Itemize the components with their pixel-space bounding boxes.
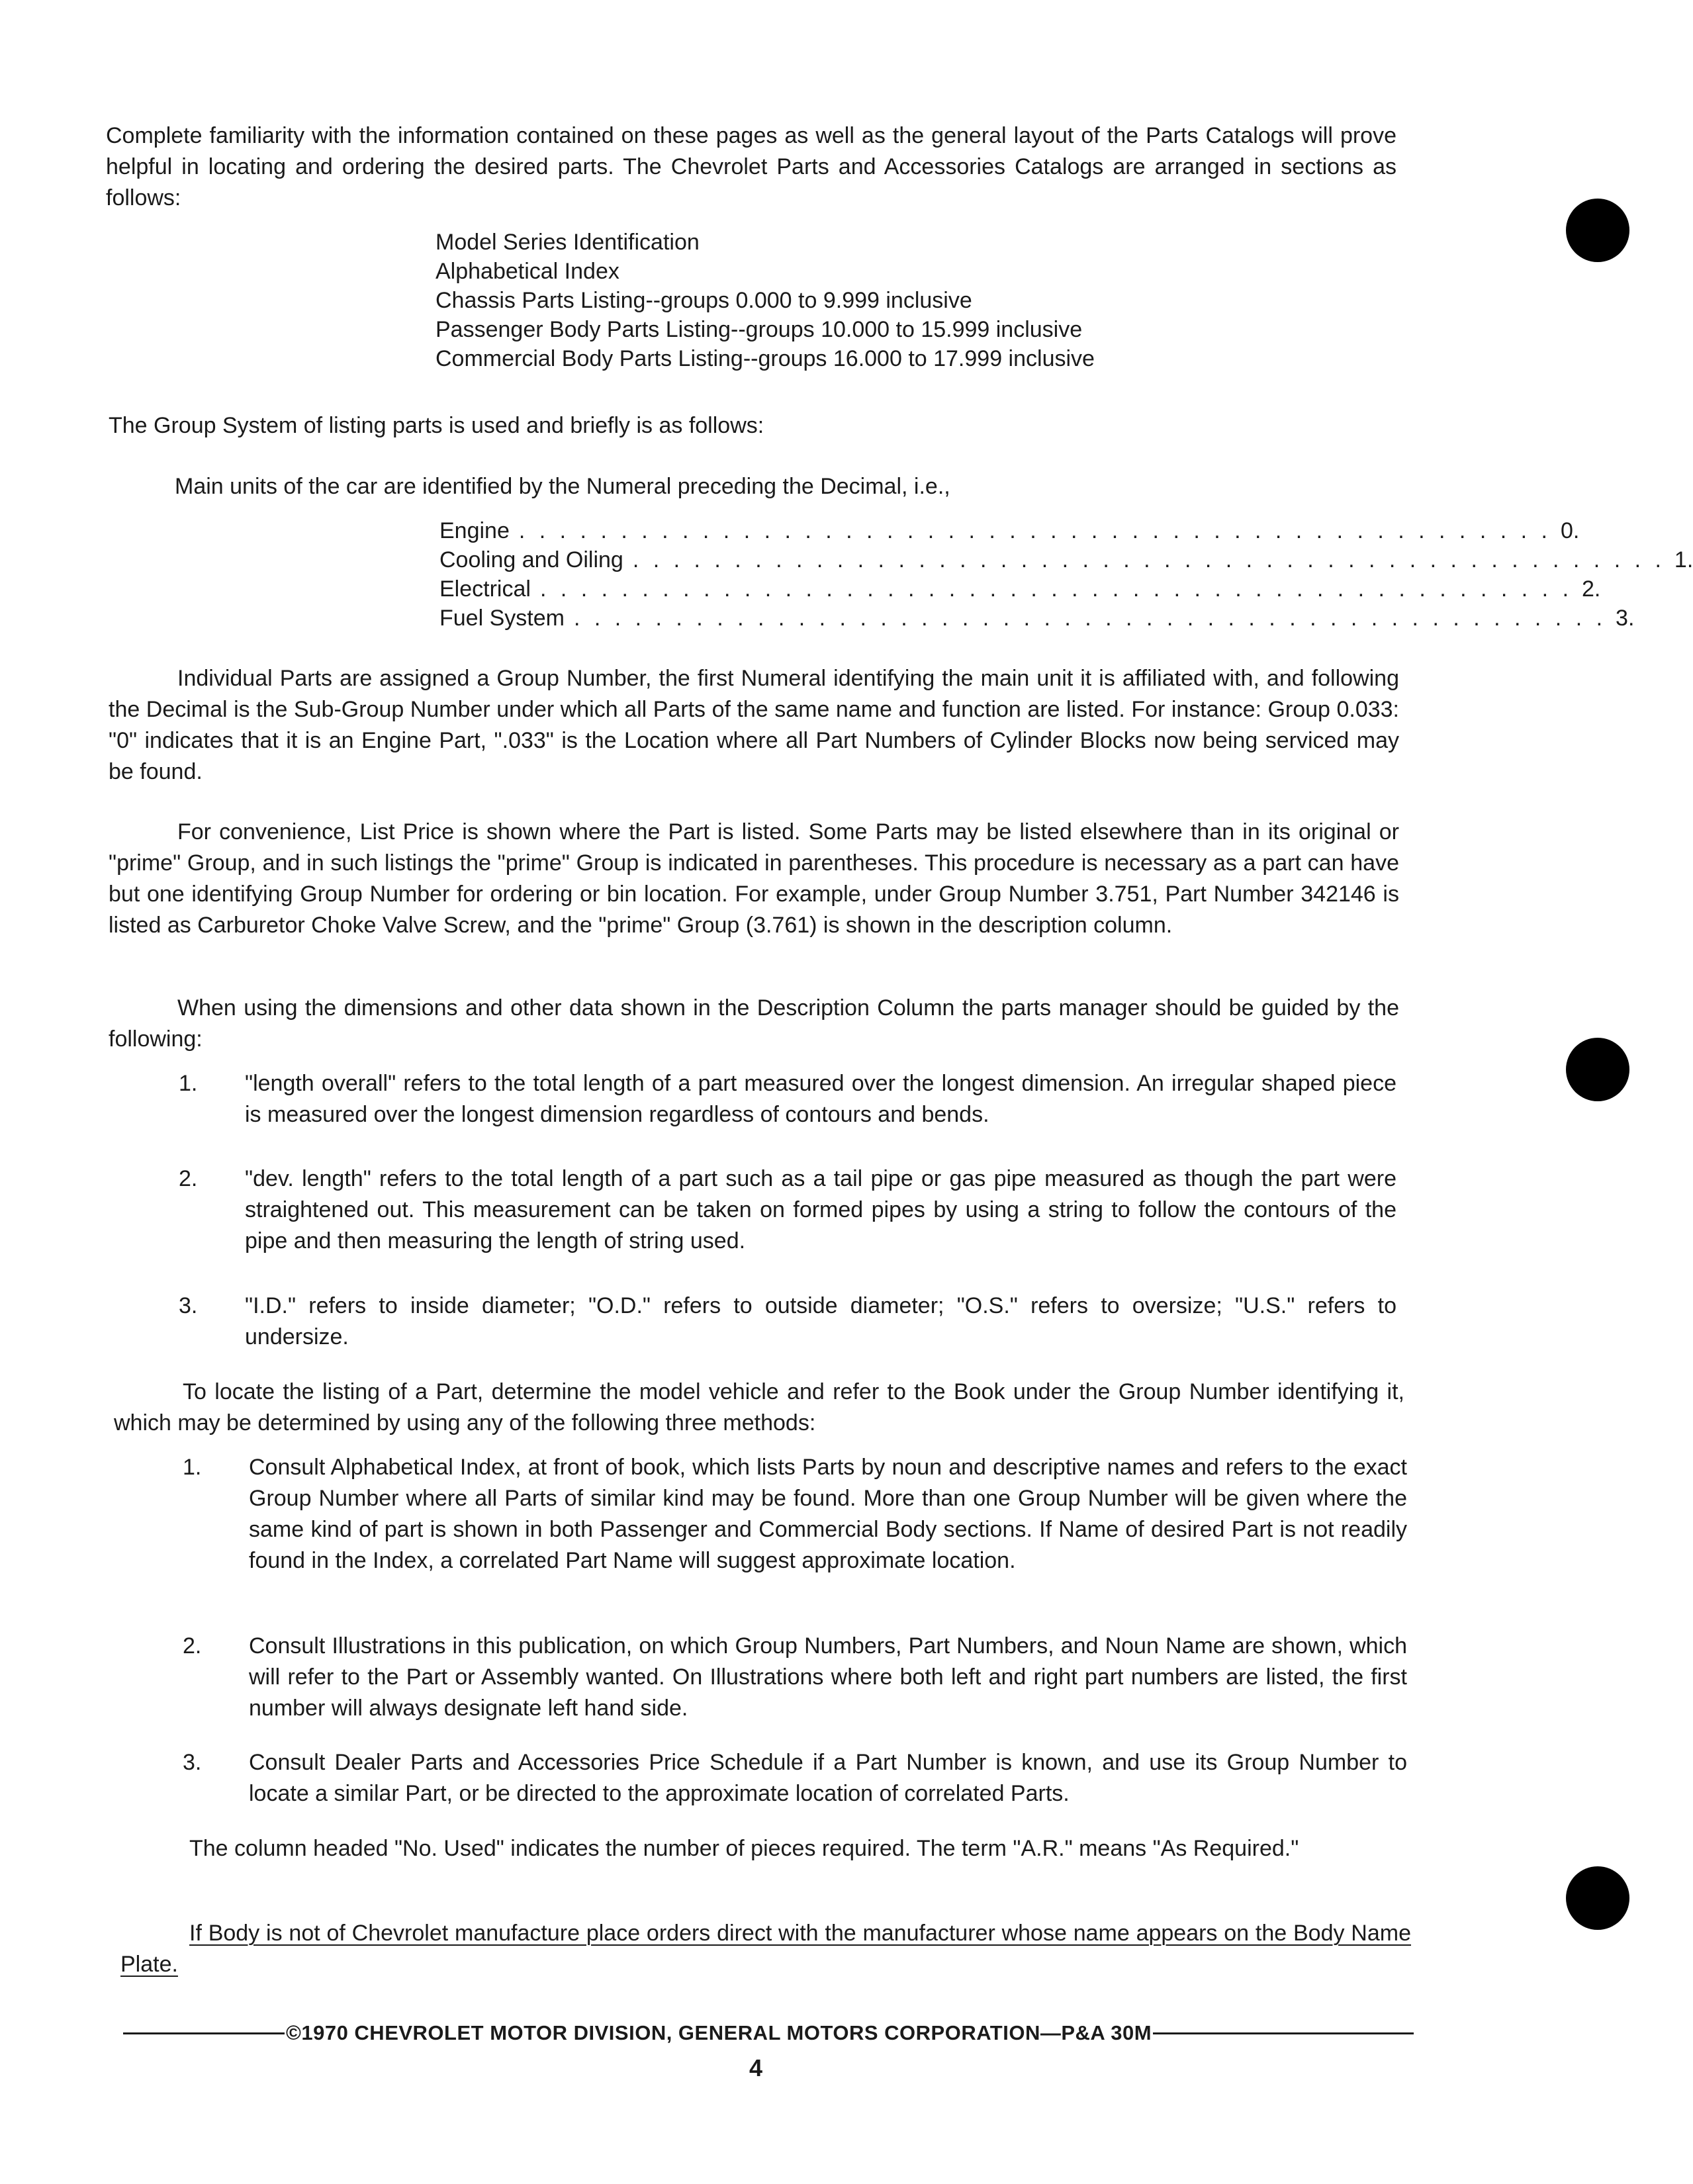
page-number: 4 [749,2054,763,2081]
item-number: 1. [183,1455,202,1480]
unit-numeral: 2. [1582,576,1601,602]
item-text: Consult Alphabetical Index, at front of book, which lists Parts by noun and descriptive names and refers to the exact Group Number where all Parts of similar kind may be found. More than one Group Number will be given where the same kind of part is shown in both Passenger and Commercial Body sections. If Name of desired Part is not readily found in the Index, a correlated Part Name will suggest approximate location. [249,1455,1407,1573]
binder-hole-middle [1566,1038,1629,1101]
section-item: Passenger Body Parts Listing--groups 10.000 to 15.999 inclusive [435,317,1083,342]
individual-parts-paragraph: Individual Parts are assigned a Group Number, the first Numeral identifying the main unit it is affiliated with, and following the Decimal is the Sub-Group Number under which all Parts of the same name and function are listed. For instance: Group 0.033: "0" indicates that it is an Engine Part, ".033" is the Location where all Part Numbers of Cylinder Blocks now being serviced may be found. [109,666,1399,784]
section-item: Model Series Identification [435,230,700,255]
item-text: Consult Illustrations in this publication, on which Group Numbers, Part Numbers, and Noun Name are shown, which will refer to the Part or Assembly wanted. On Illustrations where both left and right part numbers are listed, the first number will always designate left hand side. [249,1633,1407,1721]
item-number: 3. [183,1750,202,1775]
section-item: Alphabetical Index [435,259,619,284]
section-item: Commercial Body Parts Listing--groups 16.000 to 17.999 inclusive [435,346,1095,371]
binder-hole-top [1566,199,1629,262]
body-orders-notice: If Body is not of Chevrolet manufacture place orders direct with the manufacturer whose name appears on the Body Name Plate. [120,1921,1411,1977]
copyright-notice: ©1970 CHEVROLET MOTOR DIVISION, GENERAL MOTORS CORPORATION—P&A 30M [286,2021,1152,2044]
unit-name: Fuel System [439,606,565,631]
item-text: Consult Dealer Parts and Accessories Price Schedule if a Part Number is known, and use its Group Number to locate a similar Part, or be directed to the approximate location of correlated Parts. [249,1750,1407,1806]
no-used-paragraph: The column headed "No. Used" indicates the number of pieces required. The term "A.R." means "As Required." [189,1836,1299,1861]
dot-leader: . . . . . . . . . . . . . . . . . . . . . . . . . . . . . . . . . . . . . . . . . . . . . . . . . . . [632,547,1665,572]
page-footer [123,2021,1414,2045]
item-number: 1. [179,1071,198,1096]
unit-name: Electrical [439,576,531,602]
item-number: 2. [183,1633,202,1659]
main-unit-row [439,545,1693,574]
binder-hole-bottom [1566,1866,1629,1930]
group-system-paragraph: The Group System of listing parts is used and briefly is as follows: [109,413,764,438]
unit-numeral: 1. [1674,547,1693,572]
main-unit-row [439,604,1635,633]
unit-numeral: 0. [1560,518,1580,543]
unit-numeral: 3. [1616,606,1635,631]
item-number: 3. [179,1293,198,1318]
footer-rule [123,2032,285,2034]
catalog-sections-list [435,228,1095,373]
dot-leader: . . . . . . . . . . . . . . . . . . . . . . . . . . . . . . . . . . . . . . . . . . . . . . . . . . . [539,576,1573,602]
item-text: "length overall" refers to the total length of a part measured over the longest dimension. An irregular shaped piece is measured over the longest dimension regardless of contours and bends. [245,1071,1396,1127]
convenience-paragraph: For convenience, List Price is shown where the Part is listed. Some Parts may be listed elsewhere than in its original or "prime" Group, and in such listings the "prime" Group is indicated in parentheses. This procedure is necessary as a part can have but one identifying Group Number for ordering or bin location. For example, under Group Number 3.751, Part Number 342146 is listed as Carburetor Choke Valve Screw, and the "prime" Group (3.761) is shown in the description column. [109,819,1399,938]
main-units-intro: Main units of the car are identified by the Numeral preceding the Decimal, i.e., [175,474,950,499]
dot-leader: . . . . . . . . . . . . . . . . . . . . . . . . . . . . . . . . . . . . . . . . . . . . . . . . . . . [518,518,1551,543]
unit-name: Cooling and Oiling [439,547,623,572]
item-text: "I.D." refers to inside diameter; "O.D." refers to outside diameter; "O.S." refers to oversize; "U.S." refers to undersize. [245,1293,1396,1349]
locate-paragraph: To locate the listing of a Part, determine the model vehicle and refer to the Book under the Group Number identifying it, which may be determined by using any of the following three methods: [114,1379,1404,1435]
main-unit-row [439,574,1601,604]
main-units-table [439,516,1693,633]
item-number: 2. [179,1166,198,1191]
dot-leader: . . . . . . . . . . . . . . . . . . . . . . . . . . . . . . . . . . . . . . . . . . . . . . . . . . . [573,606,1607,631]
item-text: "dev. length" refers to the total length of a part such as a tail pipe or gas pipe measured as though the part were straightened out. This measurement can be taken on formed pipes by using a string to follow the contours of the pipe and then measuring the length of string used. [245,1166,1396,1253]
section-item: Chassis Parts Listing--groups 0.000 to 9.999 inclusive [435,288,972,313]
footer-rule [1153,2032,1414,2034]
intro-paragraph: Complete familiarity with the information contained on these pages as well as the general layout of the Parts Catalogs will prove helpful in locating and ordering the desired parts. The Chevrolet Parts and Accessories Catalogs are arranged in sections as follows: [106,123,1396,210]
unit-name: Engine [439,518,510,543]
main-unit-row [439,516,1580,545]
dimensions-paragraph: When using the dimensions and other data shown in the Description Column the parts manager should be guided by the following: [109,995,1399,1052]
